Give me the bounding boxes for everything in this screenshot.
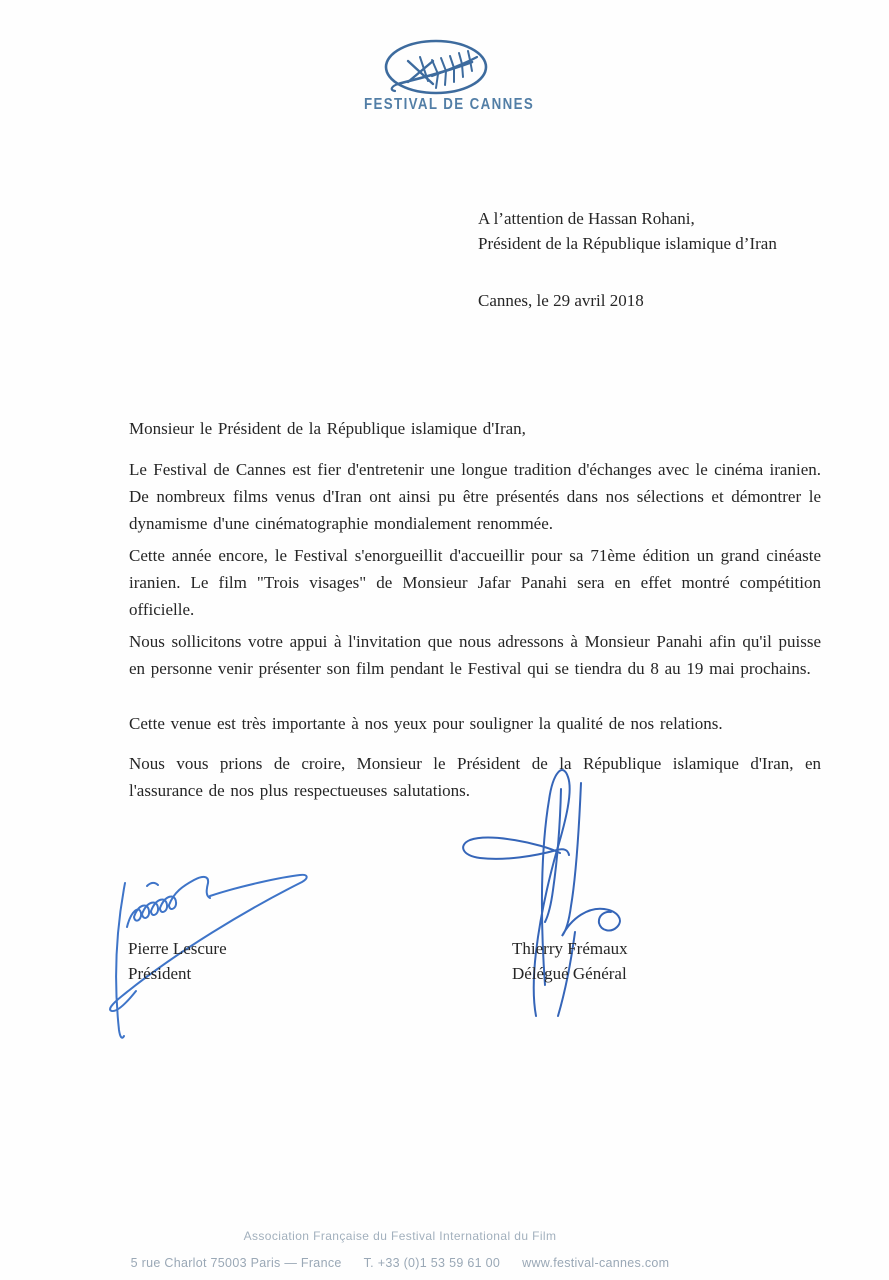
footer-website: www.festival-cannes.com — [522, 1256, 670, 1270]
footer-address: 5 rue Charlot 75003 Paris — France — [130, 1256, 342, 1270]
recipient-block — [478, 206, 777, 256]
signatory-right-block — [512, 936, 628, 986]
body-paragraph-2: Cette année encore, le Festival s'enorgueillit d'accueillir pour sa 71ème édition un grand cinéaste iranien. Le film "Trois visages" de Monsieur Jafar Panahi sera en effet montré compétition officielle. — [129, 546, 821, 619]
signatory-left-title: Président — [128, 964, 192, 983]
footer-association: Association Française du Festival International du Film — [243, 1229, 557, 1243]
body-paragraph-5: Nous vous prions de croire, Monsieur le Président de la République islamique d'Iran, en l'assurance de nos plus respectueuses salutations. — [129, 754, 821, 800]
recipient-line-attention: A l’attention de Hassan Rohani, — [478, 209, 695, 228]
salutation: Monsieur le Président de la République islamique d'Iran, — [129, 419, 526, 438]
signatory-left-name: Pierre Lescure — [128, 939, 227, 958]
footer-contact — [0, 1256, 800, 1270]
body-paragraph-4: Cette venue est très importante à nos yeux pour souligner la qualité de nos relations. — [129, 714, 723, 733]
signatory-right-title: Délégué Général — [512, 964, 627, 983]
signatory-left-block — [128, 936, 227, 986]
dateline: Cannes, le 29 avril 2018 — [478, 291, 644, 310]
body-paragraph-3: Nous sollicitons votre appui à l'invitation que nous adressons à Monsieur Panahi afin qu'il puisse en personne venir présenter son film pendant le Festival qui se tiendra du 8 au 19 mai prochains. — [129, 632, 821, 678]
signatory-right-name: Thierry Frémaux — [512, 939, 628, 958]
logo-wordmark: FESTIVAL DE CANNES — [364, 96, 535, 113]
body-paragraph-1: Le Festival de Cannes est fier d'entretenir une longue tradition d'échanges avec le cinéma iranien. De nombreux films venus d'Iran ont ainsi pu être présentés dans nos sélections et démontrer le dynamisme d'une cinématographie mondialement renommée. — [129, 460, 821, 533]
cannes-palm-logo-icon — [386, 41, 486, 93]
recipient-line-title: Président de la République islamique d’Iran — [478, 234, 777, 253]
footer-phone: T. +33 (0)1 53 59 61 00 — [363, 1256, 501, 1270]
